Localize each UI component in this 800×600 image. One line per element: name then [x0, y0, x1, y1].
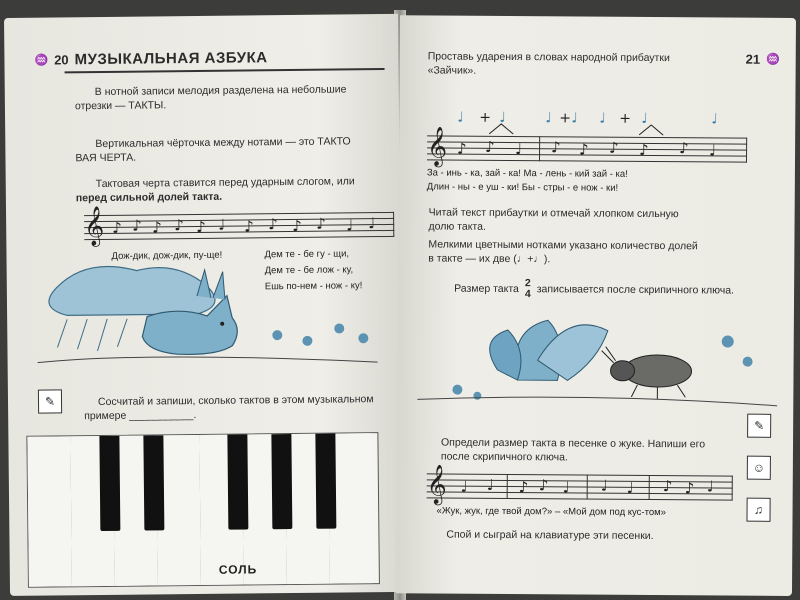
note-icon: ♪: [485, 137, 495, 156]
note-icon: ♪: [639, 140, 649, 159]
note-icon: ♩: [368, 214, 376, 233]
rain-hare-illustration: [27, 254, 388, 373]
bar-line: [587, 475, 588, 500]
beetle-illustration: [417, 299, 778, 412]
clap-instruction: Читай текст прибаутки и отмечай хлопком сильную долю такта.: [428, 206, 679, 233]
bar-line: [649, 475, 650, 500]
note-icon: ♩: [562, 478, 570, 497]
lyric-line-3: Дем те - бе лож - ку,: [264, 264, 354, 277]
svg-text:+: +: [559, 110, 572, 127]
svg-text:♩: ♩: [571, 110, 578, 127]
note-icon: ♪: [679, 139, 689, 158]
small-notes-explanation: Мелкими цветными нотками указано количество долей в такте — их две (♩+♩).: [428, 238, 698, 266]
play-instruction: Спой и сыграй на клавиатуре эти песенки.: [446, 528, 654, 543]
piano-keyboard: [26, 432, 380, 588]
svg-text:♩: ♩: [457, 109, 464, 126]
note-icon: ♪: [684, 479, 695, 498]
note-icon: ♪: [292, 216, 302, 235]
page-corner-icon: ♒: [34, 54, 49, 67]
lyric-line-2: Дем те - бе гу - щи,: [264, 248, 350, 261]
note-icon: ♪: [579, 140, 589, 159]
note-icon: ♩: [515, 140, 523, 159]
left-page: [4, 14, 404, 596]
time-signature: 2 4: [524, 277, 531, 301]
page-corner-icon: ♒: [766, 53, 780, 66]
paragraph-strong-beat: Тактовая черта ставится перед ударным слогом, или перед сильной долей такта.: [75, 175, 355, 205]
svg-text:♩: ♩: [641, 110, 648, 127]
piano-black-key[interactable]: [99, 436, 120, 531]
page-title: МУЗЫКАЛЬНАЯ АЗБУКА: [74, 49, 268, 69]
listen-task-icon: ☺: [747, 456, 771, 480]
paragraph-bars: В нотной записи мелодия разделена на небольшие отрезки — ТАКТЫ.: [74, 83, 347, 113]
note-icon: ♪: [268, 215, 278, 234]
note-icon: ♪: [112, 218, 122, 237]
note-icon: ♩: [626, 478, 634, 497]
note-icon: ♩: [600, 476, 608, 495]
write-task-icon: ✎: [747, 414, 771, 438]
svg-text:♩: ♩: [599, 110, 606, 127]
paragraph-bar-line: Вертикальная чёрточка между нотами — это ТАКТО ВАЯ ЧЕРТА.: [75, 135, 351, 165]
note-icon: ♪: [457, 139, 467, 158]
svg-text:♩: ♩: [499, 109, 506, 126]
note-icon: ♩: [460, 477, 468, 496]
note-icon: ♪: [152, 218, 162, 237]
key-label-sol: СОЛЬ: [218, 562, 258, 577]
bar-line: [539, 136, 540, 161]
beat-markers: [449, 108, 729, 138]
piano-black-key[interactable]: [315, 434, 336, 529]
note-icon: ♪: [609, 138, 619, 157]
svg-text:♩: ♩: [711, 111, 718, 128]
treble-clef-icon: 𝄞: [426, 126, 448, 167]
write-task-icon: ✎: [38, 389, 62, 413]
note-icon: ♪: [196, 217, 206, 236]
music-staff-beetle: [426, 464, 733, 505]
treble-clef-icon: 𝄞: [426, 464, 447, 505]
right-page: [396, 15, 796, 596]
page-number-right: 21: [745, 51, 761, 67]
final-bar-line: [732, 476, 733, 501]
note-icon: ♪: [662, 477, 673, 496]
lyric-line-1: Дож-дик, дож-дик, пу-ще!: [111, 249, 223, 262]
note-icon: ♪: [518, 478, 529, 497]
svg-text:+: +: [619, 110, 632, 127]
task-count-bars: Сосчитай и запиши, сколько тактов в этом музыкальном примере ___________.: [84, 393, 374, 423]
music-staff-left: [83, 205, 394, 247]
music-staff-zaichik: [426, 126, 747, 167]
right-header: [746, 52, 780, 67]
task-find-meter: Определи размер такта в песенке о жуке. Напиши его после скрипичного ключа.: [440, 436, 706, 464]
header-rule: [65, 68, 385, 73]
final-bar-line: [393, 212, 394, 237]
bar-line: [507, 474, 508, 499]
note-icon: ♪: [174, 216, 184, 235]
note-icon: ♪: [244, 217, 254, 236]
note-icon: ♪: [551, 138, 561, 157]
zaichik-lyric-2: Длин - ны - е уш - ки! Бы - стры - е нож - ки!: [426, 181, 619, 194]
left-header: [34, 49, 267, 68]
note-icon: ♩: [486, 475, 494, 494]
piano-white-key[interactable]: [27, 436, 73, 586]
meter-explanation: Размер такта 2 4 записывается после скрипичного ключа.: [454, 277, 735, 301]
note-icon: ♪: [538, 476, 549, 495]
note-icon: ♩: [709, 141, 717, 160]
piano-black-key[interactable]: [227, 434, 248, 529]
beetle-lyric: «Жук, жук, где твой дом?» – «Мой дом под кус-том»: [436, 505, 666, 519]
note-icon: ♩: [706, 477, 714, 496]
note-icon: ♪: [316, 214, 326, 233]
note-icon: ♩: [218, 215, 226, 234]
page-number-left: 20: [54, 52, 69, 68]
intro-task: Проставь ударения в словах народной прибаутки «Зайчик».: [427, 50, 670, 77]
final-bar-line: [746, 138, 747, 163]
lyric-line-4: Ешь по-нем - нож - ку!: [264, 280, 363, 293]
piano-black-key[interactable]: [271, 434, 292, 529]
piano-black-key[interactable]: [143, 435, 164, 530]
note-icon: ♪: [132, 216, 142, 235]
note-icon: ♩: [346, 216, 354, 235]
svg-text:+: +: [479, 109, 492, 126]
svg-text:♩: ♩: [545, 110, 552, 127]
treble-clef-icon: 𝄞: [83, 205, 105, 247]
piano-task-icon: ♫: [746, 498, 770, 522]
zaichik-lyric-1: За - инь - ка, зай - ка! Ма - лень - кий зай - ка!: [426, 167, 628, 180]
